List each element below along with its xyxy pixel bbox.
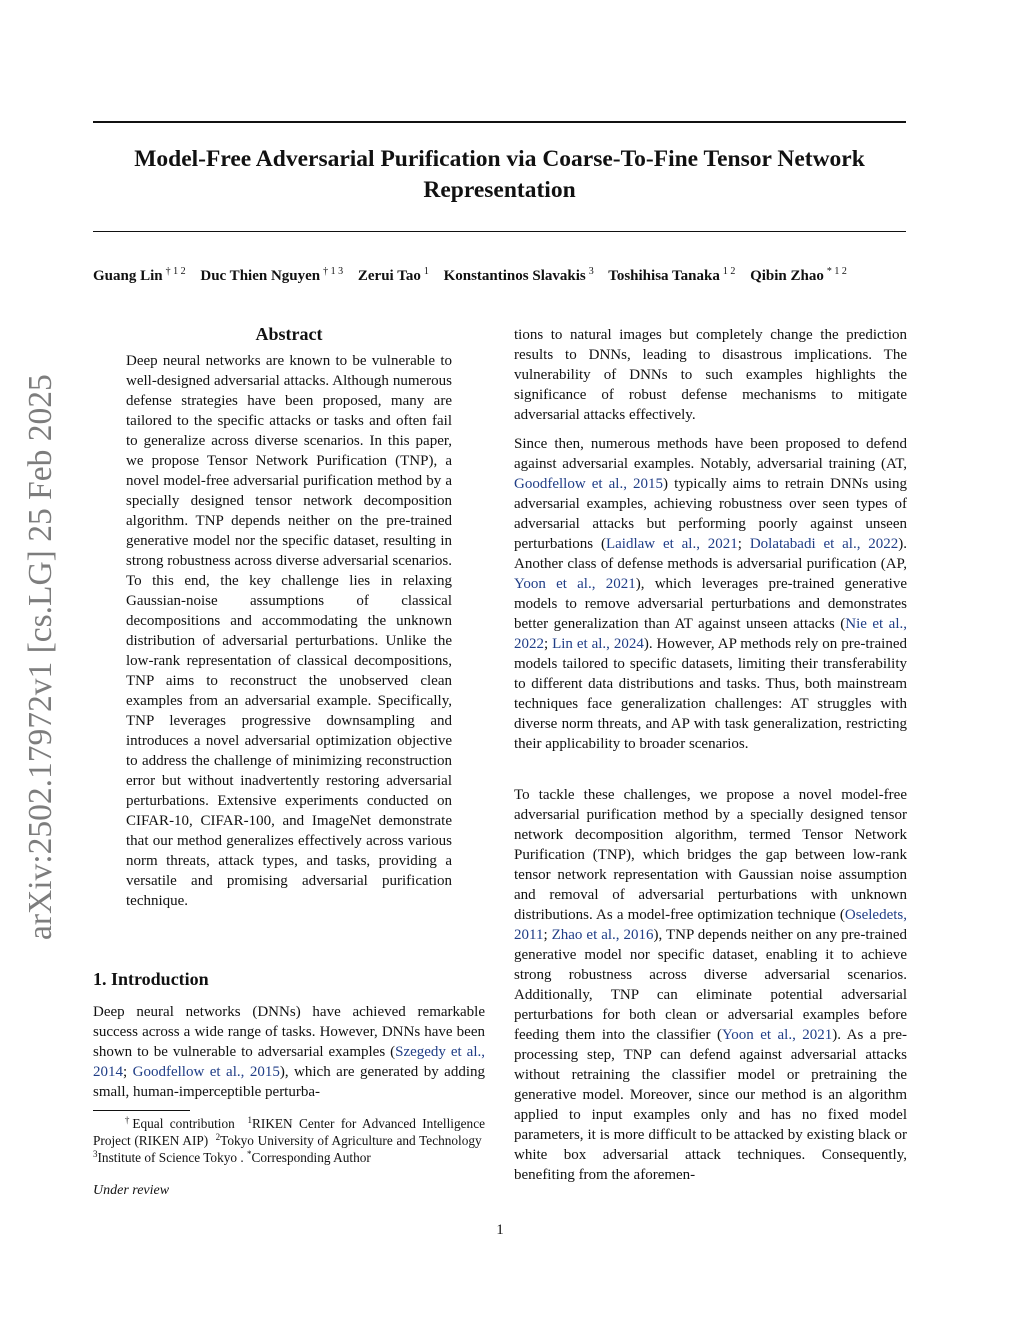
paper-title: Model-Free Adversarial Purification via Coarse-To-Fine Tensor Network Representation: [134, 146, 865, 203]
paragraph-text: ). As a pre-processing step, TNP can defend against adversarial attacks without retraining the classifier model or pretraining the generative model. Moreover, since our method is an algorithm applied to input examples only and has no fixed model parameters, it is more difficult to be attacked by existing black or white box adversarial attack techniques. Consequently, benefiting from the aforemen-: [514, 1027, 907, 1183]
footnote-corresponding: Corresponding Author: [251, 1150, 371, 1165]
citation-link[interactable]: Yoon et al., 2021: [721, 1027, 833, 1043]
author-name: Qibin Zhao: [750, 268, 824, 284]
title-bottom-rule: [93, 231, 906, 232]
paragraph-text: ), which leverages pre-trained generative models to remove adversarial perturbations and demonstrates better generalization than AT against unseen attacks (: [514, 576, 907, 632]
author-list: [93, 266, 906, 286]
footnote-affiliation-1: RIKEN Center for Advanced Intelligence Project (RIKEN AIP): [93, 1116, 486, 1148]
citation-separator: ;: [737, 536, 750, 552]
citation-link[interactable]: Goodfellow et al., 2015: [132, 1064, 280, 1080]
footnote-equal-contribution: Equal contribution: [132, 1116, 235, 1131]
citation-link[interactable]: Zhao et al., 2016: [551, 927, 654, 943]
footnote-rule: [93, 1110, 190, 1111]
footnote-affiliation-3: Institute of Science Tokyo .: [97, 1150, 244, 1165]
page-number: 1: [496, 1222, 504, 1238]
footnote-affiliation-2: Tokyo University of Agriculture and Technology: [220, 1133, 482, 1148]
right-column-paragraph-2: [514, 434, 907, 754]
paragraph-text: ). Another class of defense methods is adversarial purification (AP,: [514, 536, 908, 572]
author-name: Konstantinos Slavakis: [443, 268, 586, 284]
citation-link[interactable]: Lin et al., 2024: [552, 636, 644, 652]
footnote: †Equal contribution $^1$RIKEN Center for Advanced Intelligence Project (RIKEN AIP) $^2$Tokyo University of Agriculture and Technology $^3$Institute of Science Tokyo . *Corresponding Author: [93, 1115, 486, 1165]
author: [608, 268, 735, 284]
author-affiliation-marks: 1: [423, 266, 429, 277]
citation-link[interactable]: Oseledets, 2011: [514, 907, 907, 943]
author-name: Duc Thien Nguyen: [200, 268, 321, 284]
introduction-heading: 1. Introduction: [93, 969, 209, 989]
right-column-paragraph-3: [514, 785, 907, 1185]
abstract-heading: Abstract: [255, 324, 323, 344]
citation-link[interactable]: Nie et al., 2022: [514, 616, 907, 652]
paragraph-text: ), which are generated by adding small, human-imperceptible perturba-: [93, 1064, 485, 1100]
author: [358, 268, 429, 284]
citation-separator: ;: [123, 1064, 133, 1080]
author: [93, 268, 186, 284]
author-name: Toshihisa Tanaka: [608, 268, 720, 284]
author-affiliation-marks: * 1 2: [826, 266, 847, 277]
author: [444, 268, 594, 284]
paragraph-text: Deep neural networks (DNNs) have achieved remarkable success across a wide range of tasks. However, DNNs have been shown to be vulnerable to adversarial examples (: [93, 1004, 485, 1060]
citation-link[interactable]: Yoon et al., 2021: [514, 576, 636, 592]
author-name: Guang Lin: [93, 268, 163, 284]
citation-link[interactable]: Dolatabadi et al., 2022: [749, 536, 899, 552]
under-review-note: Under review: [93, 1183, 170, 1198]
paragraph-text: ), TNP depends neither on any pre-trained generative model nor specific dataset, enabling it to achieve strong robustness across diverse adversarial scenarios. Additionally, TNP can eliminate potential adversarial perturbations for both clean or adversarial examples before feeding them into the classifier (: [514, 927, 907, 1043]
paragraph-text: ). However, AP methods rely on pre-trained models tailored to specific datasets, limiting their transferability to different data distributions and tasks. Thus, both mainstream techniques face generalization challenges: AT struggles with diverse norm threats, and AP with task generalization, restricting their applicability to broader scenarios.: [514, 636, 908, 752]
author-affiliation-marks: † 1 2: [165, 266, 186, 277]
arxiv-identifier-stamp: arXiv:2502.17972v1 [cs.LG] 25 Feb 2025: [22, 374, 59, 940]
title-top-rule: [93, 121, 906, 123]
right-column-paragraph-1: tions to natural images but completely change the prediction results to DNNs, leading to disastrous implications. The vulnerability of DNNs to such examples highlights the significance of robust defense mechanisms to mitigate adversarial attacks effectively.: [514, 327, 907, 423]
paragraph-text: ) typically aims to retrain DNNs using adversarial examples, achieving robustness over seen types of adversarial attacks but performing poorly against unseen perturbations (: [514, 476, 907, 552]
citation-separator: ;: [544, 636, 553, 652]
author-name: Zerui Tao: [357, 268, 421, 284]
paragraph-text: Since then, numerous methods have been proposed to defend against adversarial examples. Notably, adversarial training (AT,: [514, 436, 907, 472]
abstract-text: Deep neural networks are known to be vulnerable to well-designed adversarial attacks. Although numerous defense strategies have been proposed, many are tailored to the specific attacks or tasks and often fail to generalize across diverse scenarios. In this paper, we propose Tensor Network Purification (TNP), a novel model-free adversarial purification method by a specially designed tensor network decomposition algorithm. TNP depends neither on the pre-trained generative model nor the specific dataset, resulting in strong robustness across diverse adversarial scenarios. To this end, the key challenge lies in relaxing Gaussian-noise assumptions of classical decompositions and accommodating the unknown distribution of adversarial perturbations. Unlike the low-rank representation of classical decompositions, TNP aims to reconstruct the unobserved clean examples from an adversarial example. Specifically, TNP leverages progressive downsampling and introduces a novel adversarial optimization objective to address the challenge of minimizing reconstruction error but without inadvertently restoring adversarial perturbations. Extensive experiments conducted on CIFAR-10, CIFAR-100, and ImageNet demonstrate that our method generalizes effectively across various norm threats, attack types, and tasks, providing a versatile and promising adversarial purification technique.: [126, 353, 452, 909]
citation-link[interactable]: Goodfellow et al., 2015: [514, 476, 664, 492]
citation-link[interactable]: Szegedy et al., 2014: [93, 1044, 485, 1080]
author-affiliation-marks: † 1 3: [323, 266, 344, 277]
citation-separator: ;: [543, 927, 552, 943]
author: [200, 268, 343, 284]
author-affiliation-marks: 1 2: [722, 266, 736, 277]
paragraph-text: To tackle these challenges, we propose a novel model-free adversarial purification method by a specially designed tensor network decomposition algorithm, termed Tensor Network Purification (TNP), which bridges the gap between low-rank tensor network representation with Gaussian noise assumption and removal of adversarial perturbations with unknown distributions. As a model-free optimization technique (: [514, 787, 907, 923]
author-affiliation-marks: 3: [588, 266, 594, 277]
introduction-paragraph: [93, 1002, 485, 1102]
citation-link[interactable]: Laidlaw et al., 2021: [605, 536, 738, 552]
author: [750, 268, 847, 284]
